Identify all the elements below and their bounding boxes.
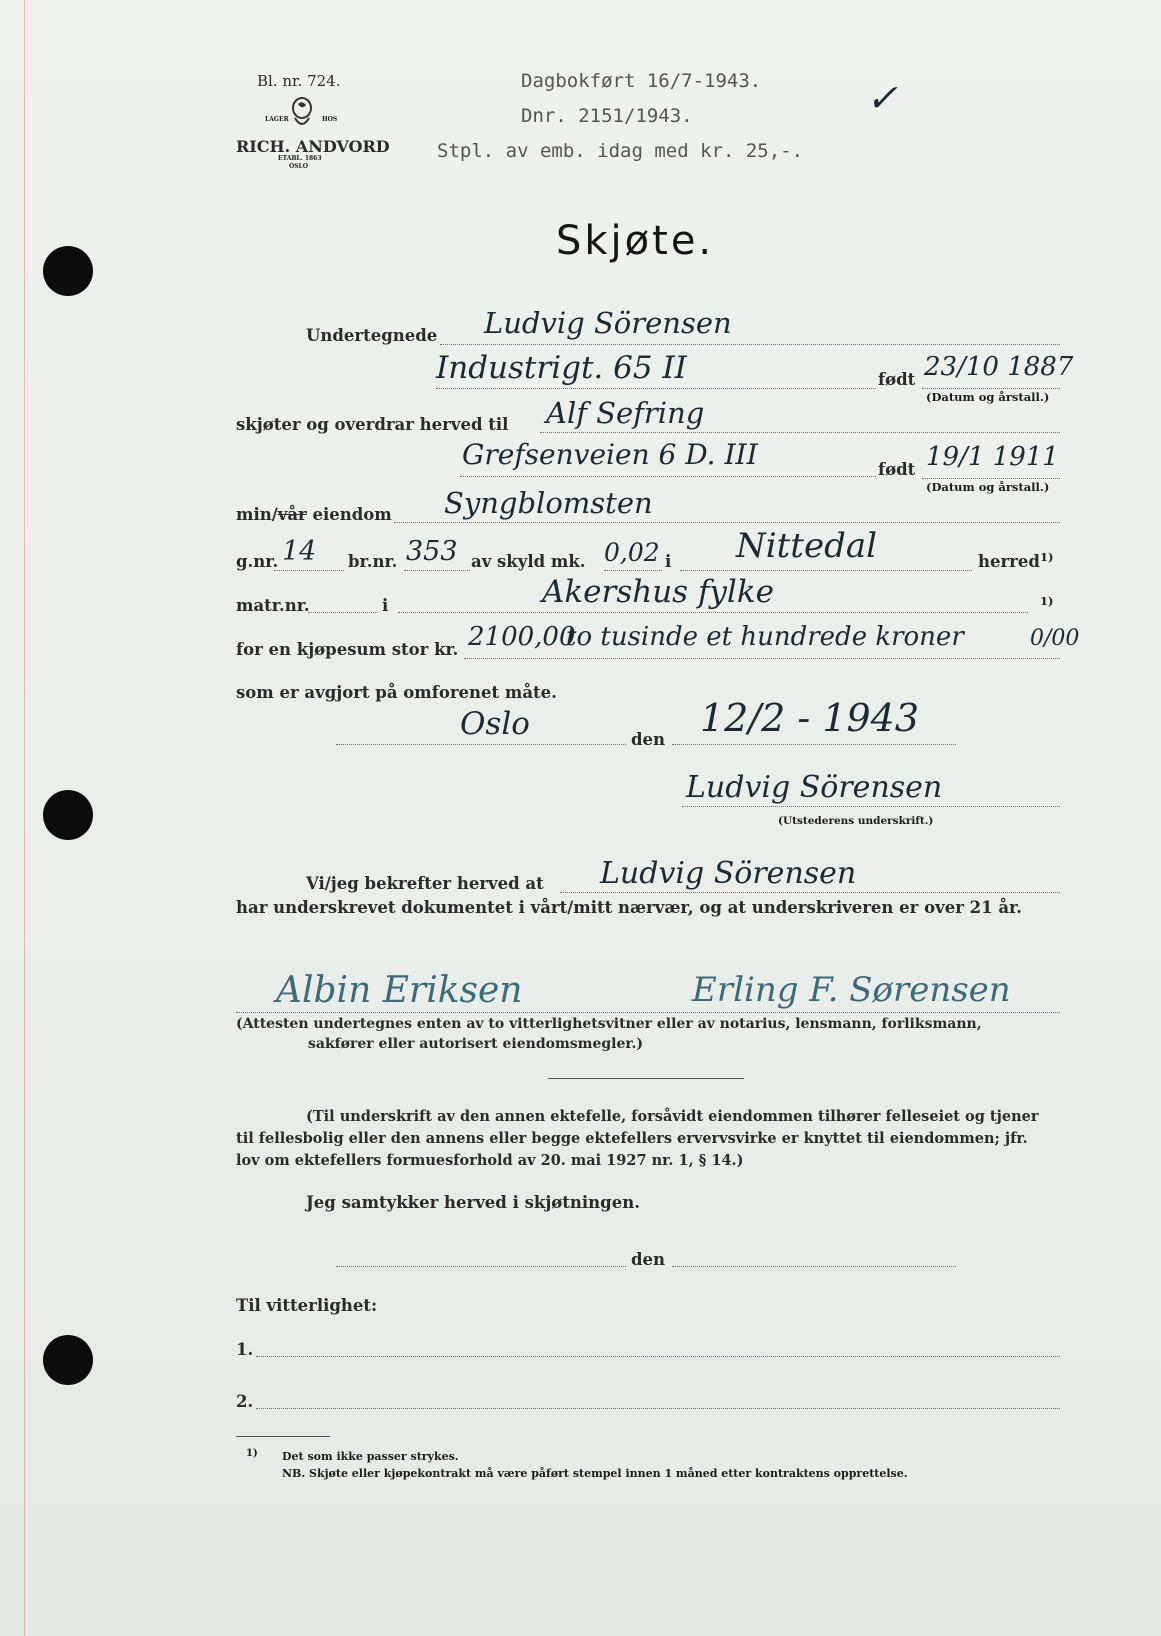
place-den-label: den [631,730,666,749]
footnote-1: Det som ikke passer strykes. [282,1450,459,1463]
document-title: Skjøte. [556,218,715,264]
settled-text: som er avgjort på omforenet måte. [236,683,557,702]
county-value: Akershus fylke [542,574,774,610]
publisher-emblem-right: HOS [322,116,338,123]
footnote-divider [236,1436,330,1437]
grantor-birth-date: 23/10 1887 [924,352,1074,382]
grantee-born-line [922,478,1060,479]
brnr-value: 353 [406,536,458,567]
spouse-consent: Jeg samtykker herved i skjøtningen. [306,1193,640,1212]
herred-i-label: i [665,552,672,571]
publisher-name: RICH. ANDVORD [236,137,390,156]
grantee-label: skjøter og overdrar herved til [236,415,509,434]
grantor-born-line [922,388,1060,389]
check-mark: ✓ [866,76,898,120]
price-amount: 2100,00 [468,622,576,652]
grantee-address: Grefsenveien 6 D. III [462,438,758,471]
grantee-name-line [540,432,1060,433]
attestation-line-1-number: 1. [236,1340,254,1359]
county-line [398,612,1028,613]
property-label [236,505,392,524]
matr-label: matr.nr. [236,596,310,615]
grantor-address: Industrigt. 65 II [436,350,687,386]
date-value: 12/2 - 1943 [700,696,920,740]
attestation-label: Til vitterlighet: [236,1296,378,1315]
stamp-journal-date: Dagbokført 16/7-1943. [521,70,762,92]
spouse-note-2: til fellesbolig eller den annens eller begge ektefellers ervervsvirke er knyttet til eiendommen; jfr. [236,1130,1028,1147]
grantor-name: Ludvig Sörensen [484,306,732,340]
brnr-line [404,570,470,571]
herred-value: Nittedal [736,526,877,566]
gnr-value: 14 [282,536,317,567]
spouse-place-line [336,1266,626,1267]
witness-note-1: (Attesten undertegnes enten av to vitterlighetsvitner eller av notarius, lensmann, forliksmann, [236,1016,982,1032]
grantee-address-line [460,476,876,477]
stamp-duty-note: Stpl. av emb. idag med kr. 25,-. [437,140,804,162]
gnr-label: g.nr. [236,552,279,571]
confirmation-name-line [560,892,1060,893]
price-words: to tusinde et hundrede kroner [566,622,964,652]
footnote-2: NB. Skjøte eller kjøpekontrakt må være påført stempel innen 1 måned etter kontraktens opprettelse. [282,1467,908,1480]
publisher-established: ETABL. 1863 [278,155,322,162]
attestation-line-2-number: 2. [236,1392,254,1411]
spouse-note-3: lov om ektefellers formuesforhold av 20. mai 1927 nr. 1, § 14.) [236,1152,744,1169]
grantor-born-note: (Datum og årstall.) [926,390,1050,404]
property-name-line [394,522,1060,523]
form-number: Bl. nr. 724. [257,72,341,90]
spouse-date-line [672,1266,956,1267]
matr-line [308,612,378,613]
punch-hole-middle [43,790,93,840]
confirmation-text: har underskrevet dokumentet i vårt/mitt nærvær, og at underskriveren er over 21 år. [236,898,1022,917]
herred-label: herred [978,552,1040,571]
confirmation-name: Ludvig Sörensen [600,856,857,891]
skyld-label: av skyld mk. [471,552,586,571]
place-value: Oslo [460,706,530,742]
matr-footnote-mark: 1) [1040,594,1054,608]
price-line [464,658,1060,659]
signature-caption: (Utstederens underskrift.) [778,815,934,827]
spouse-den-label: den [631,1250,666,1269]
place-line [336,744,626,745]
witness-line [236,1012,1060,1013]
price-label: for en kjøpesum stor kr. [236,640,459,659]
margin-rule [24,0,25,1636]
gnr-line [274,570,344,571]
grantee-birth-date: 19/1 1911 [926,442,1059,472]
punch-hole-bottom [43,1335,93,1385]
grantor-address-line [436,388,876,389]
grantor-label: Undertegnede [306,326,438,345]
price-cents: 0/00 [1030,626,1080,651]
skyld-line [604,570,662,571]
punch-hole-top [43,246,93,296]
herred-line [680,570,972,571]
signature-line [682,806,1060,807]
attestation-line-2 [256,1408,1060,1409]
publisher-emblem-left: LAGER [265,116,289,123]
grantor-name-line [440,344,1060,345]
publisher-emblem-icon [289,96,315,130]
footnote-mark: 1) [246,1448,258,1459]
grantee-born-note: (Datum og årstall.) [926,480,1050,494]
witness-signature-1: Albin Eriksen [276,970,523,1011]
date-line [672,744,956,745]
matr-i-label: i [382,596,389,615]
witness-signature-2: Erling F. Sørensen [692,970,1011,1010]
property-label-rest: eiendom [312,505,392,524]
herred-footnote-mark: 1) [1040,550,1054,564]
grantee-born-label: født [878,460,916,479]
property-name: Syngblomsten [444,486,653,520]
brnr-label: br.nr. [348,552,398,571]
grantee-name: Alf Sefring [546,396,705,430]
confirmation-prefix: Vi/jeg bekrefter herved at [306,874,544,893]
grantor-born-label: født [878,370,916,389]
property-label-struck: vår [277,505,307,524]
skyld-value: 0,02 [604,538,660,567]
property-label-min: min/ [236,505,278,524]
spouse-note-1: (Til underskrift av den annen ektefelle, forsåvidt eiendommen tilhører felleseiet og tjener [306,1108,1039,1125]
witness-note-2: sakfører eller autorisert eiendomsmegler.) [308,1036,643,1052]
attestation-line-1 [256,1356,1060,1357]
stamp-journal-number: Dnr. 2151/1943. [521,105,693,127]
section-divider [548,1078,744,1079]
publisher-city: OSLO [289,163,309,170]
issuer-signature: Ludvig Sörensen [686,770,943,805]
